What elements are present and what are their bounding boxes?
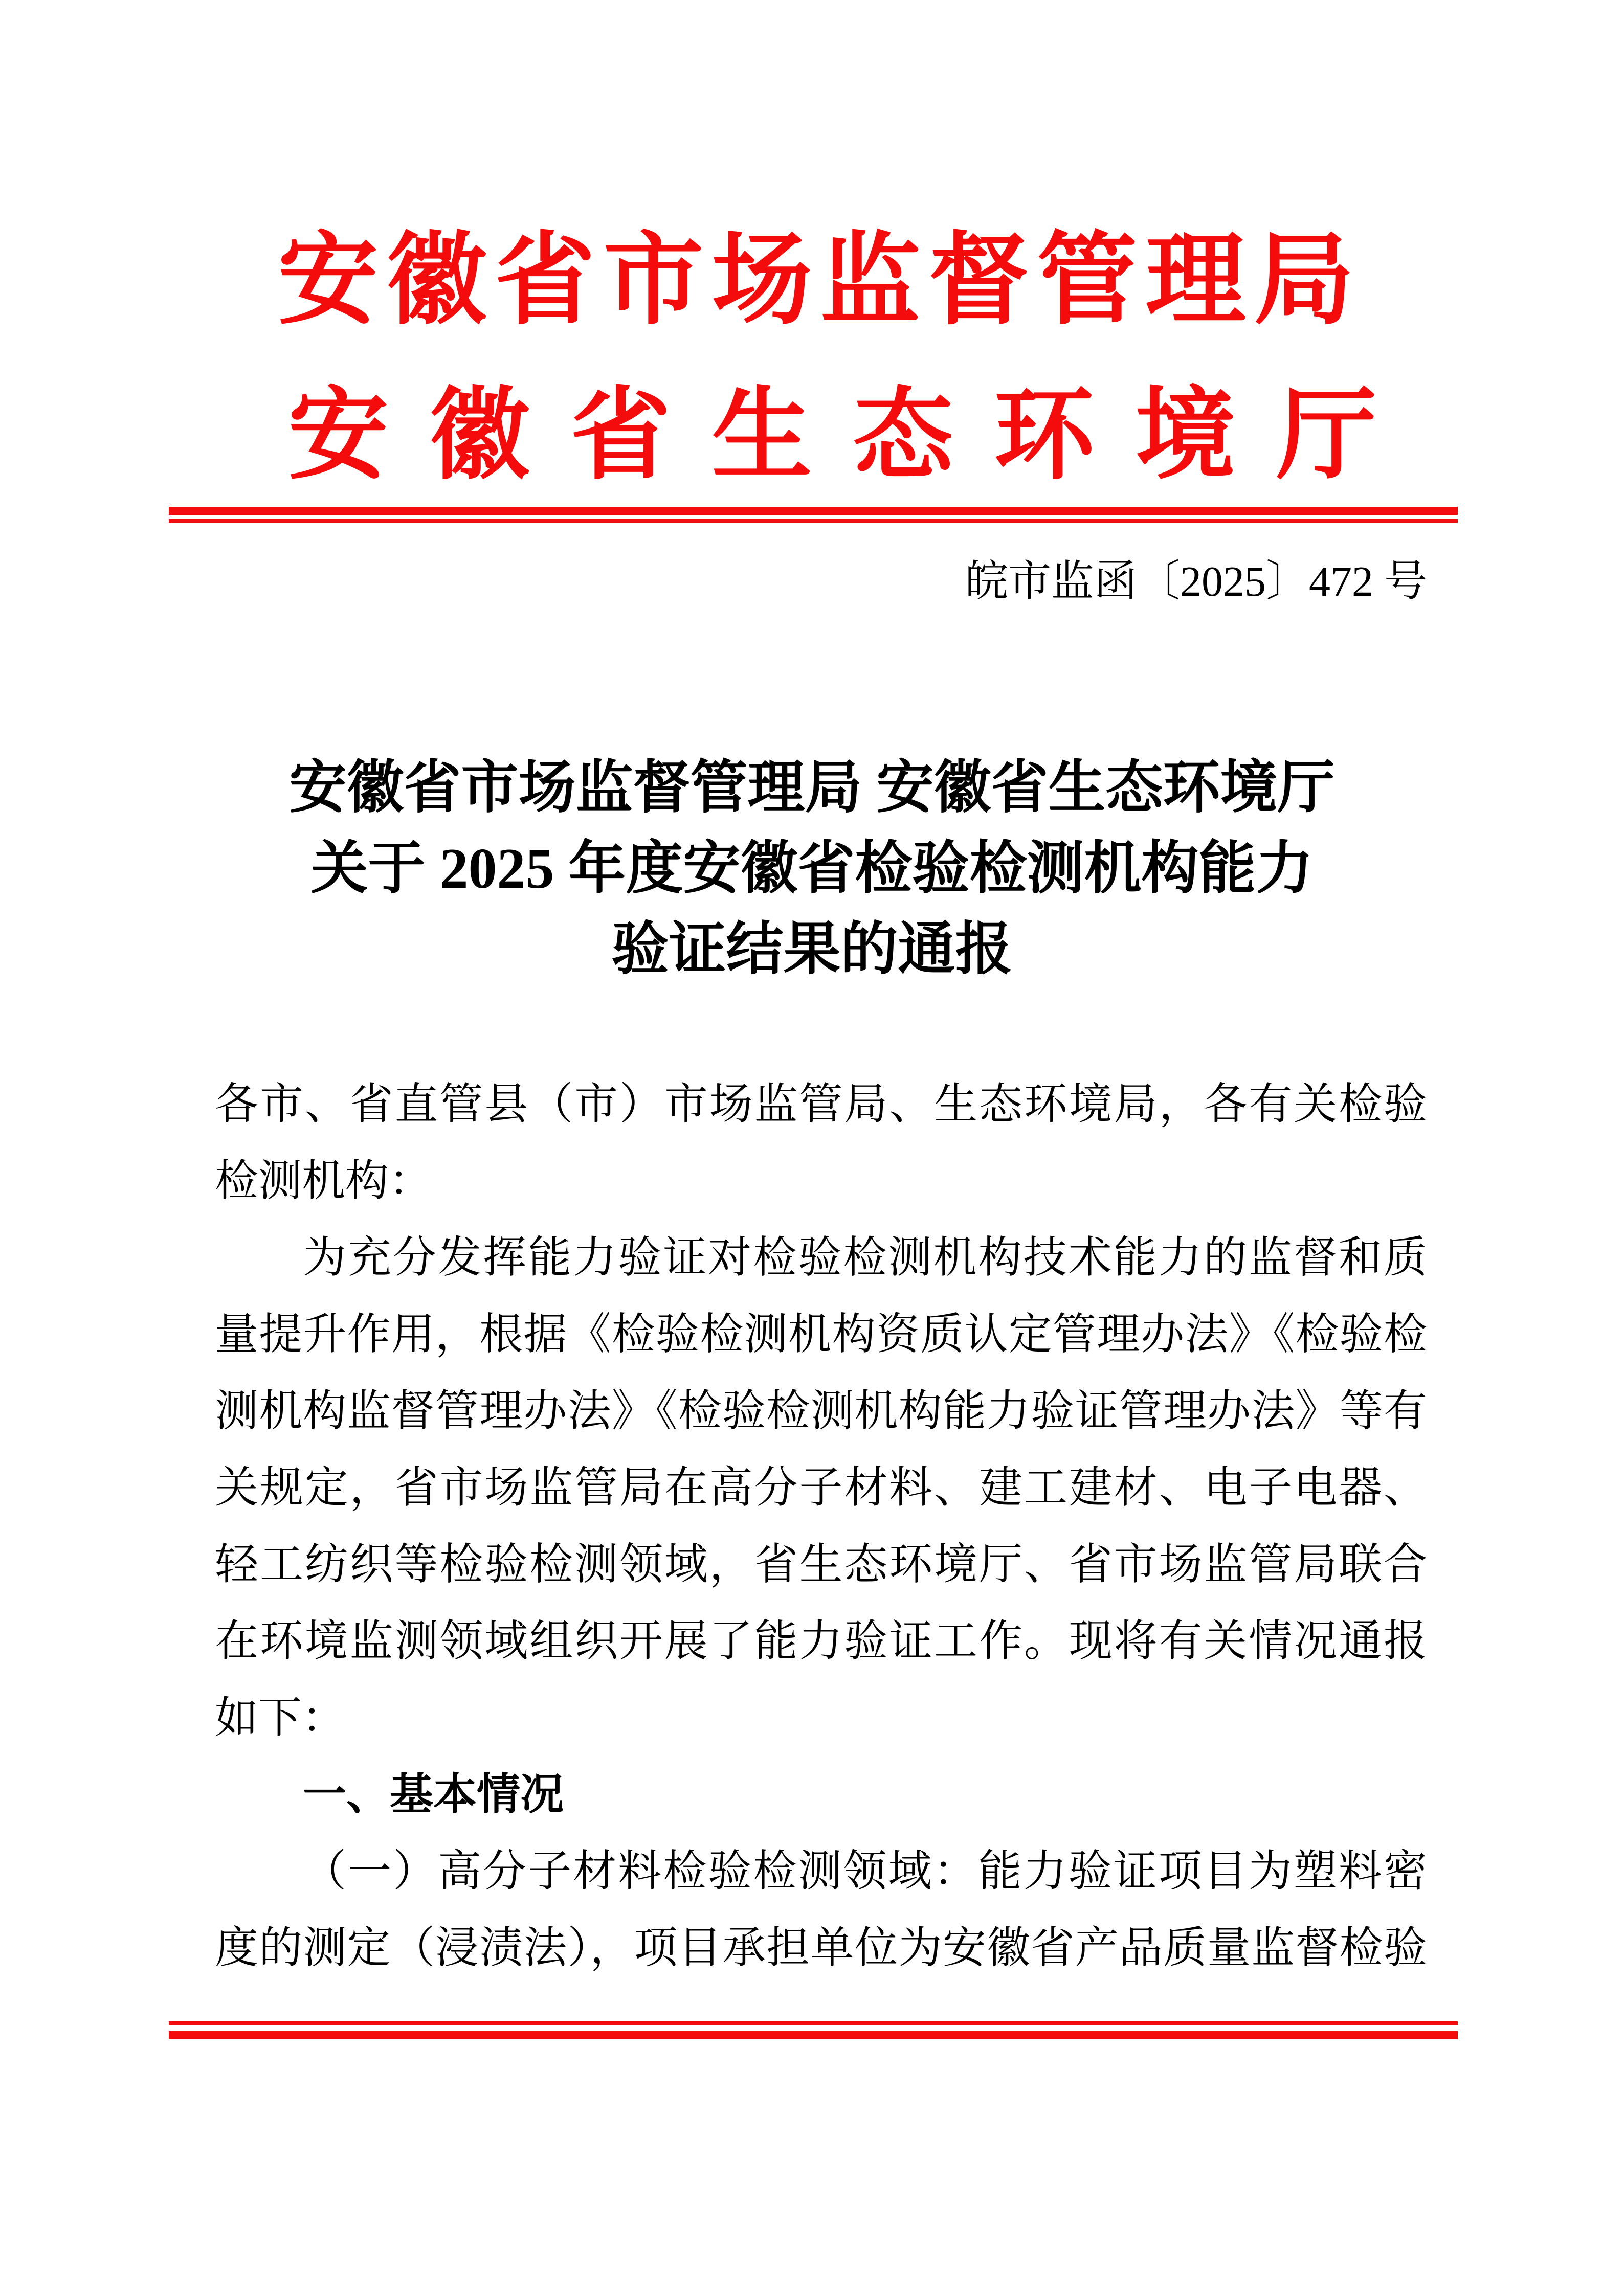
- doc-title-line-2: 关于 2025 年度安徽省检验检测机构能力: [310, 837, 1314, 901]
- doc-title-line-3: 验证结果的通报: [611, 918, 1013, 981]
- header-rule-thin: [169, 519, 1458, 523]
- header-rule-thick: [169, 507, 1458, 515]
- footer-rule-thick: [169, 2031, 1458, 2039]
- footer-rule-thin: [169, 2021, 1458, 2025]
- doc-number: 皖市监函〔2025〕472 号: [965, 558, 1427, 605]
- org-name-line-2: 安徽省生态环境厅: [288, 380, 1418, 491]
- section-heading: 一、基本情况: [303, 1770, 564, 1819]
- body-line: 各市、省直管县（市）市场监管局、生态环境局，各有关检验: [215, 1081, 1427, 1129]
- body-line: 在环境监测领域组织开展了能力验证工作。现将有关情况通报: [215, 1617, 1427, 1665]
- doc-title: [0, 748, 1624, 990]
- body-line: 如下：: [215, 1694, 346, 1742]
- body-line: 关规定，省市场监管局在高分子材料、建工建材、电子电器、: [215, 1464, 1427, 1512]
- body-line: 测机构监督管理办法》《检验检测机构能力验证管理办法》等有: [215, 1387, 1427, 1435]
- body-line: 为充分发挥能力验证对检验检测机构技术能力的监督和质: [303, 1234, 1427, 1282]
- body-line: 度的测定（浸渍法），项目承担单位为安徽省产品质量监督检验: [215, 1924, 1427, 1972]
- body-line: 检测机构：: [215, 1157, 433, 1205]
- doc-title-line-1: 安徽省市场监督管理局 安徽省生态环境厅: [289, 756, 1335, 820]
- org-name-line-1: 安徽省市场监督管理局: [278, 226, 1363, 336]
- body-lines: [215, 1066, 1427, 1987]
- body-line: 量提升作用，根据《检验检测机构资质认定管理办法》《检验检: [215, 1311, 1427, 1359]
- body-line: 轻工纺织等检验检测领域，省生态环境厅、省市场监管局联合: [215, 1541, 1427, 1589]
- body-line: （一）高分子材料检验检测领域：能力验证项目为塑料密: [303, 1848, 1427, 1896]
